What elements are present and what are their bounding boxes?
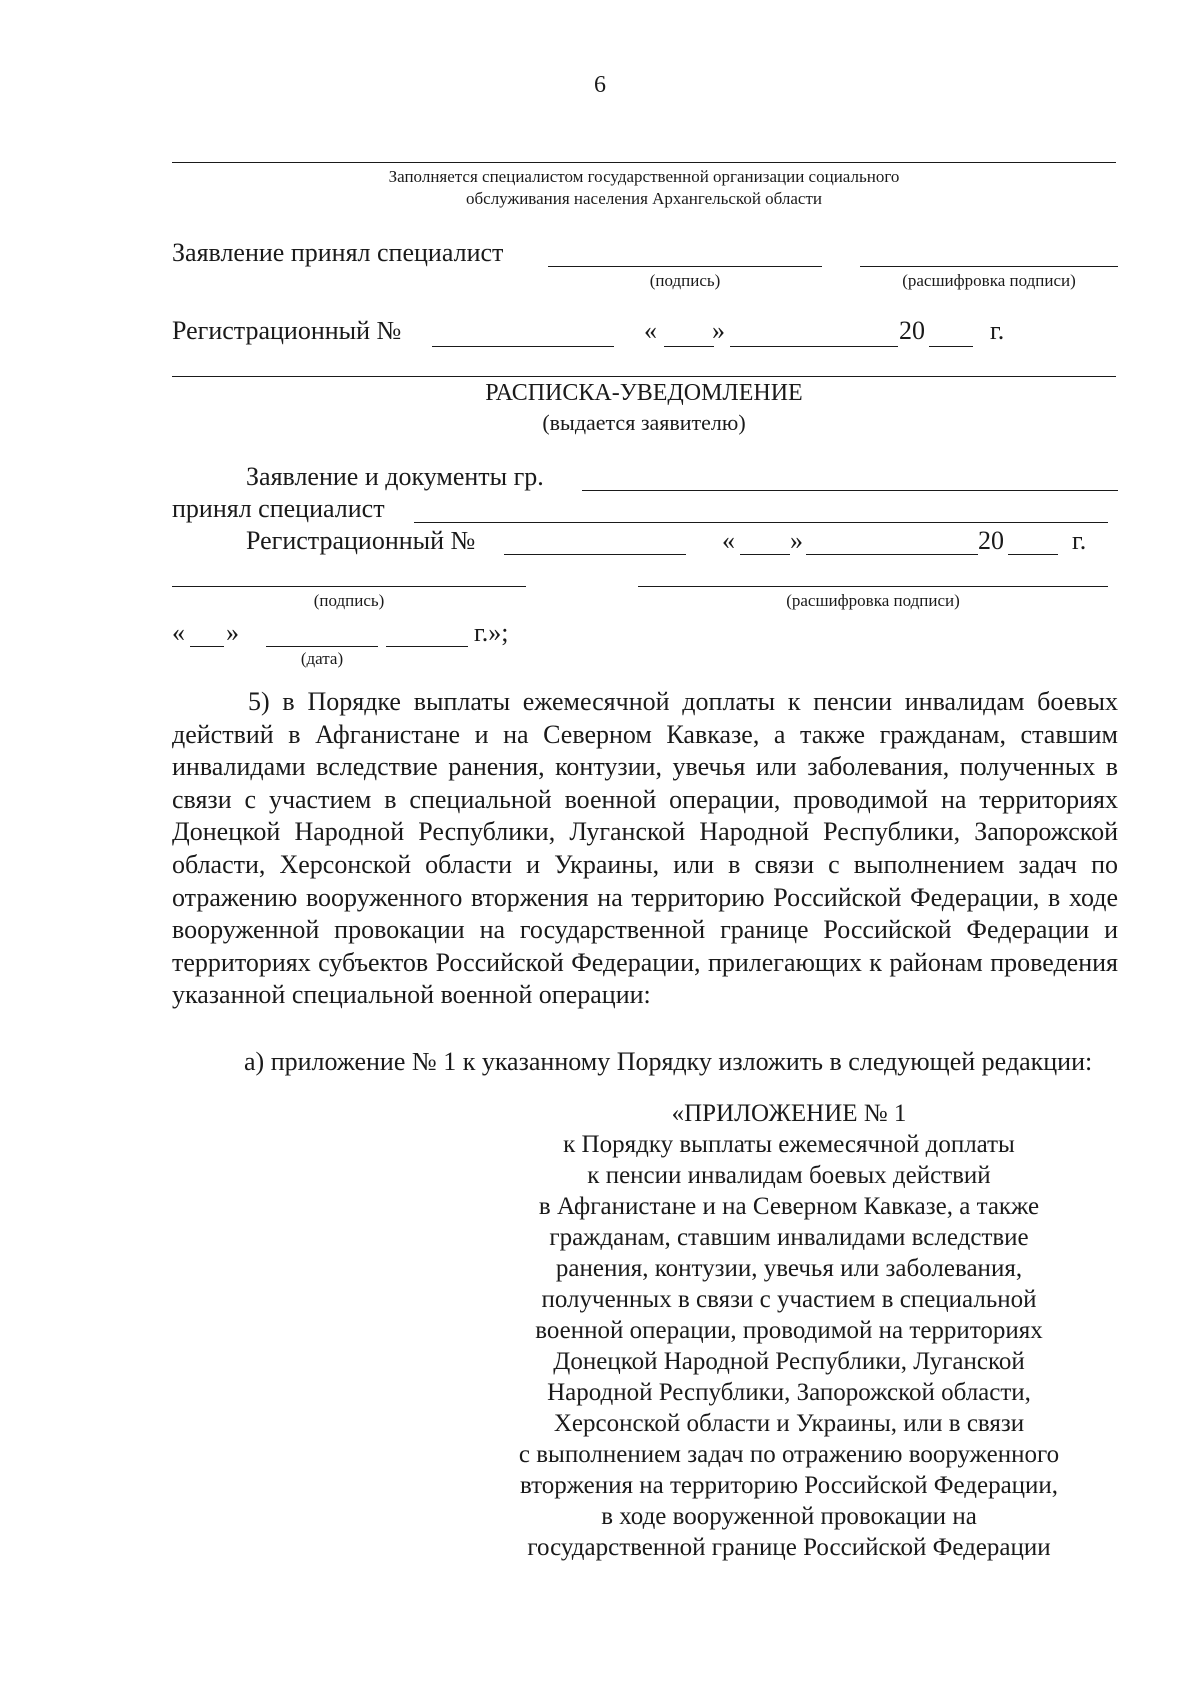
receipt-accepted-label: принял специалист	[172, 494, 385, 523]
receipt-year-field[interactable]	[1008, 554, 1058, 555]
appendix-line: гражданам, ставшим инвалидами вследствие	[549, 1224, 1029, 1251]
docs-label: Заявление и документы гр.	[246, 462, 544, 491]
specialist-header-line1: Заполняется специалистом государственной организации социального	[388, 167, 900, 186]
item-5-paragraph	[172, 686, 1118, 1012]
appendix-line: с выполнением задач по отражению вооруженного	[518, 1441, 1060, 1468]
month-field[interactable]	[730, 346, 898, 347]
receipt-decoding-caption: (расшифровка подписи)	[786, 591, 960, 610]
date-quote-open: «	[172, 618, 185, 647]
appendix-line: «ПРИЛОЖЕНИЕ № 1	[671, 1100, 907, 1127]
receipt-signature-caption: (подпись)	[313, 591, 385, 610]
receipt-month-field[interactable]	[806, 554, 978, 555]
page-number: 6	[594, 72, 606, 98]
date-suffix: г.»;	[474, 618, 509, 647]
appendix-line: ранения, контузии, увечья или заболевания,	[555, 1255, 1023, 1282]
top-divider	[172, 162, 1116, 163]
signature-field[interactable]	[548, 266, 822, 267]
receipt-title: РАСПИСКА-УВЕДОМЛЕНИЕ	[485, 380, 803, 406]
quote-open: «	[644, 316, 657, 345]
receipt-quote-open: «	[722, 526, 735, 555]
appendix-line: Народной Республики, Запорожской области,	[547, 1379, 1031, 1406]
year-suffix: г.	[990, 316, 1005, 345]
receipt-registration-label: Регистрационный №	[246, 526, 476, 555]
item-a-paragraph: а) приложение № 1 к указанному Порядку изложить в следующей редакции:	[244, 1047, 1093, 1076]
year-prefix: 20	[899, 316, 925, 345]
appendix-line: к пенсии инвалидам боевых действий	[587, 1162, 991, 1189]
appendix-line: в Афганистане и на Северном Кавказе, а также	[538, 1193, 1040, 1220]
date-quote-close: »	[226, 618, 239, 647]
receipt-quote-close: »	[790, 526, 803, 555]
appendix-line: Херсонской области и Украины, или в связи	[553, 1410, 1025, 1437]
appendix-line: к Порядку выплаты ежемесячной доплаты	[563, 1131, 1015, 1158]
receipt-day-field[interactable]	[740, 554, 790, 555]
signature-decoding-field[interactable]	[860, 266, 1118, 267]
receipt-divider	[172, 376, 1116, 377]
date-caption: (дата)	[300, 649, 344, 668]
registration-label: Регистрационный №	[172, 316, 402, 345]
accepted-label: Заявление принял специалист	[172, 238, 504, 267]
date-day-field[interactable]	[190, 646, 224, 647]
receipt-decoding-field[interactable]	[638, 586, 1108, 587]
appendix-heading	[486, 1098, 1092, 1563]
specialist-header	[172, 166, 1116, 210]
appendix-line: Донецкой Народной Республики, Луганской	[553, 1348, 1025, 1375]
citizen-name-field[interactable]	[582, 490, 1118, 491]
appendix-line: полученных в связи с участием в специальной	[541, 1286, 1037, 1313]
quote-close: »	[712, 316, 725, 345]
receipt-year-prefix: 20	[978, 526, 1004, 555]
date-year-field[interactable]	[386, 646, 468, 647]
registration-number-field[interactable]	[432, 346, 614, 347]
item-5-text: 5) в Порядке выплаты ежемесячной доплаты к пенсии инвалидам боевых действий в Афганистане и на Северном Кавказе, а также гражданам, ставшим инвалидами вследствие ранения, контузии, увечья или заболевания, полученных в связи с участием в специальной военной операции, проводимой на территориях Донецкой Народной Республики, Луганской Народной Республики, Запорожской области, Херсонской области и Украины, или в связи с выполнением задач по отражению вооруженного вторжения на территорию Российской Федерации, в ходе вооруженной провокации на государственной границе Российской Федерации и территориях субъектов Российской Федерации, прилегающих к районам проведения указанной специальной военной операции:	[172, 687, 1118, 1010]
specialist-header-line2: обслуживания населения Архангельской области	[466, 189, 822, 208]
appendix-line: государственной границе Российской Федерации	[527, 1534, 1051, 1561]
appendix-line: военной операции, проводимой на территориях	[535, 1317, 1043, 1344]
date-month-field[interactable]	[266, 646, 378, 647]
receipt-year-suffix: г.	[1072, 526, 1087, 555]
receipt-specialist-field[interactable]	[414, 522, 1108, 523]
receipt-signature-field[interactable]	[172, 586, 526, 587]
appendix-line: в ходе вооруженной провокации на	[601, 1503, 977, 1530]
year-field[interactable]	[929, 346, 973, 347]
signature-caption: (подпись)	[649, 271, 721, 290]
decoding-caption: (расшифровка подписи)	[902, 271, 1076, 290]
receipt-registration-field[interactable]	[504, 554, 686, 555]
receipt-subtitle: (выдается заявителю)	[542, 410, 746, 435]
appendix-line: вторжения на территорию Российской Федерации,	[519, 1472, 1059, 1499]
day-field[interactable]	[664, 346, 714, 347]
